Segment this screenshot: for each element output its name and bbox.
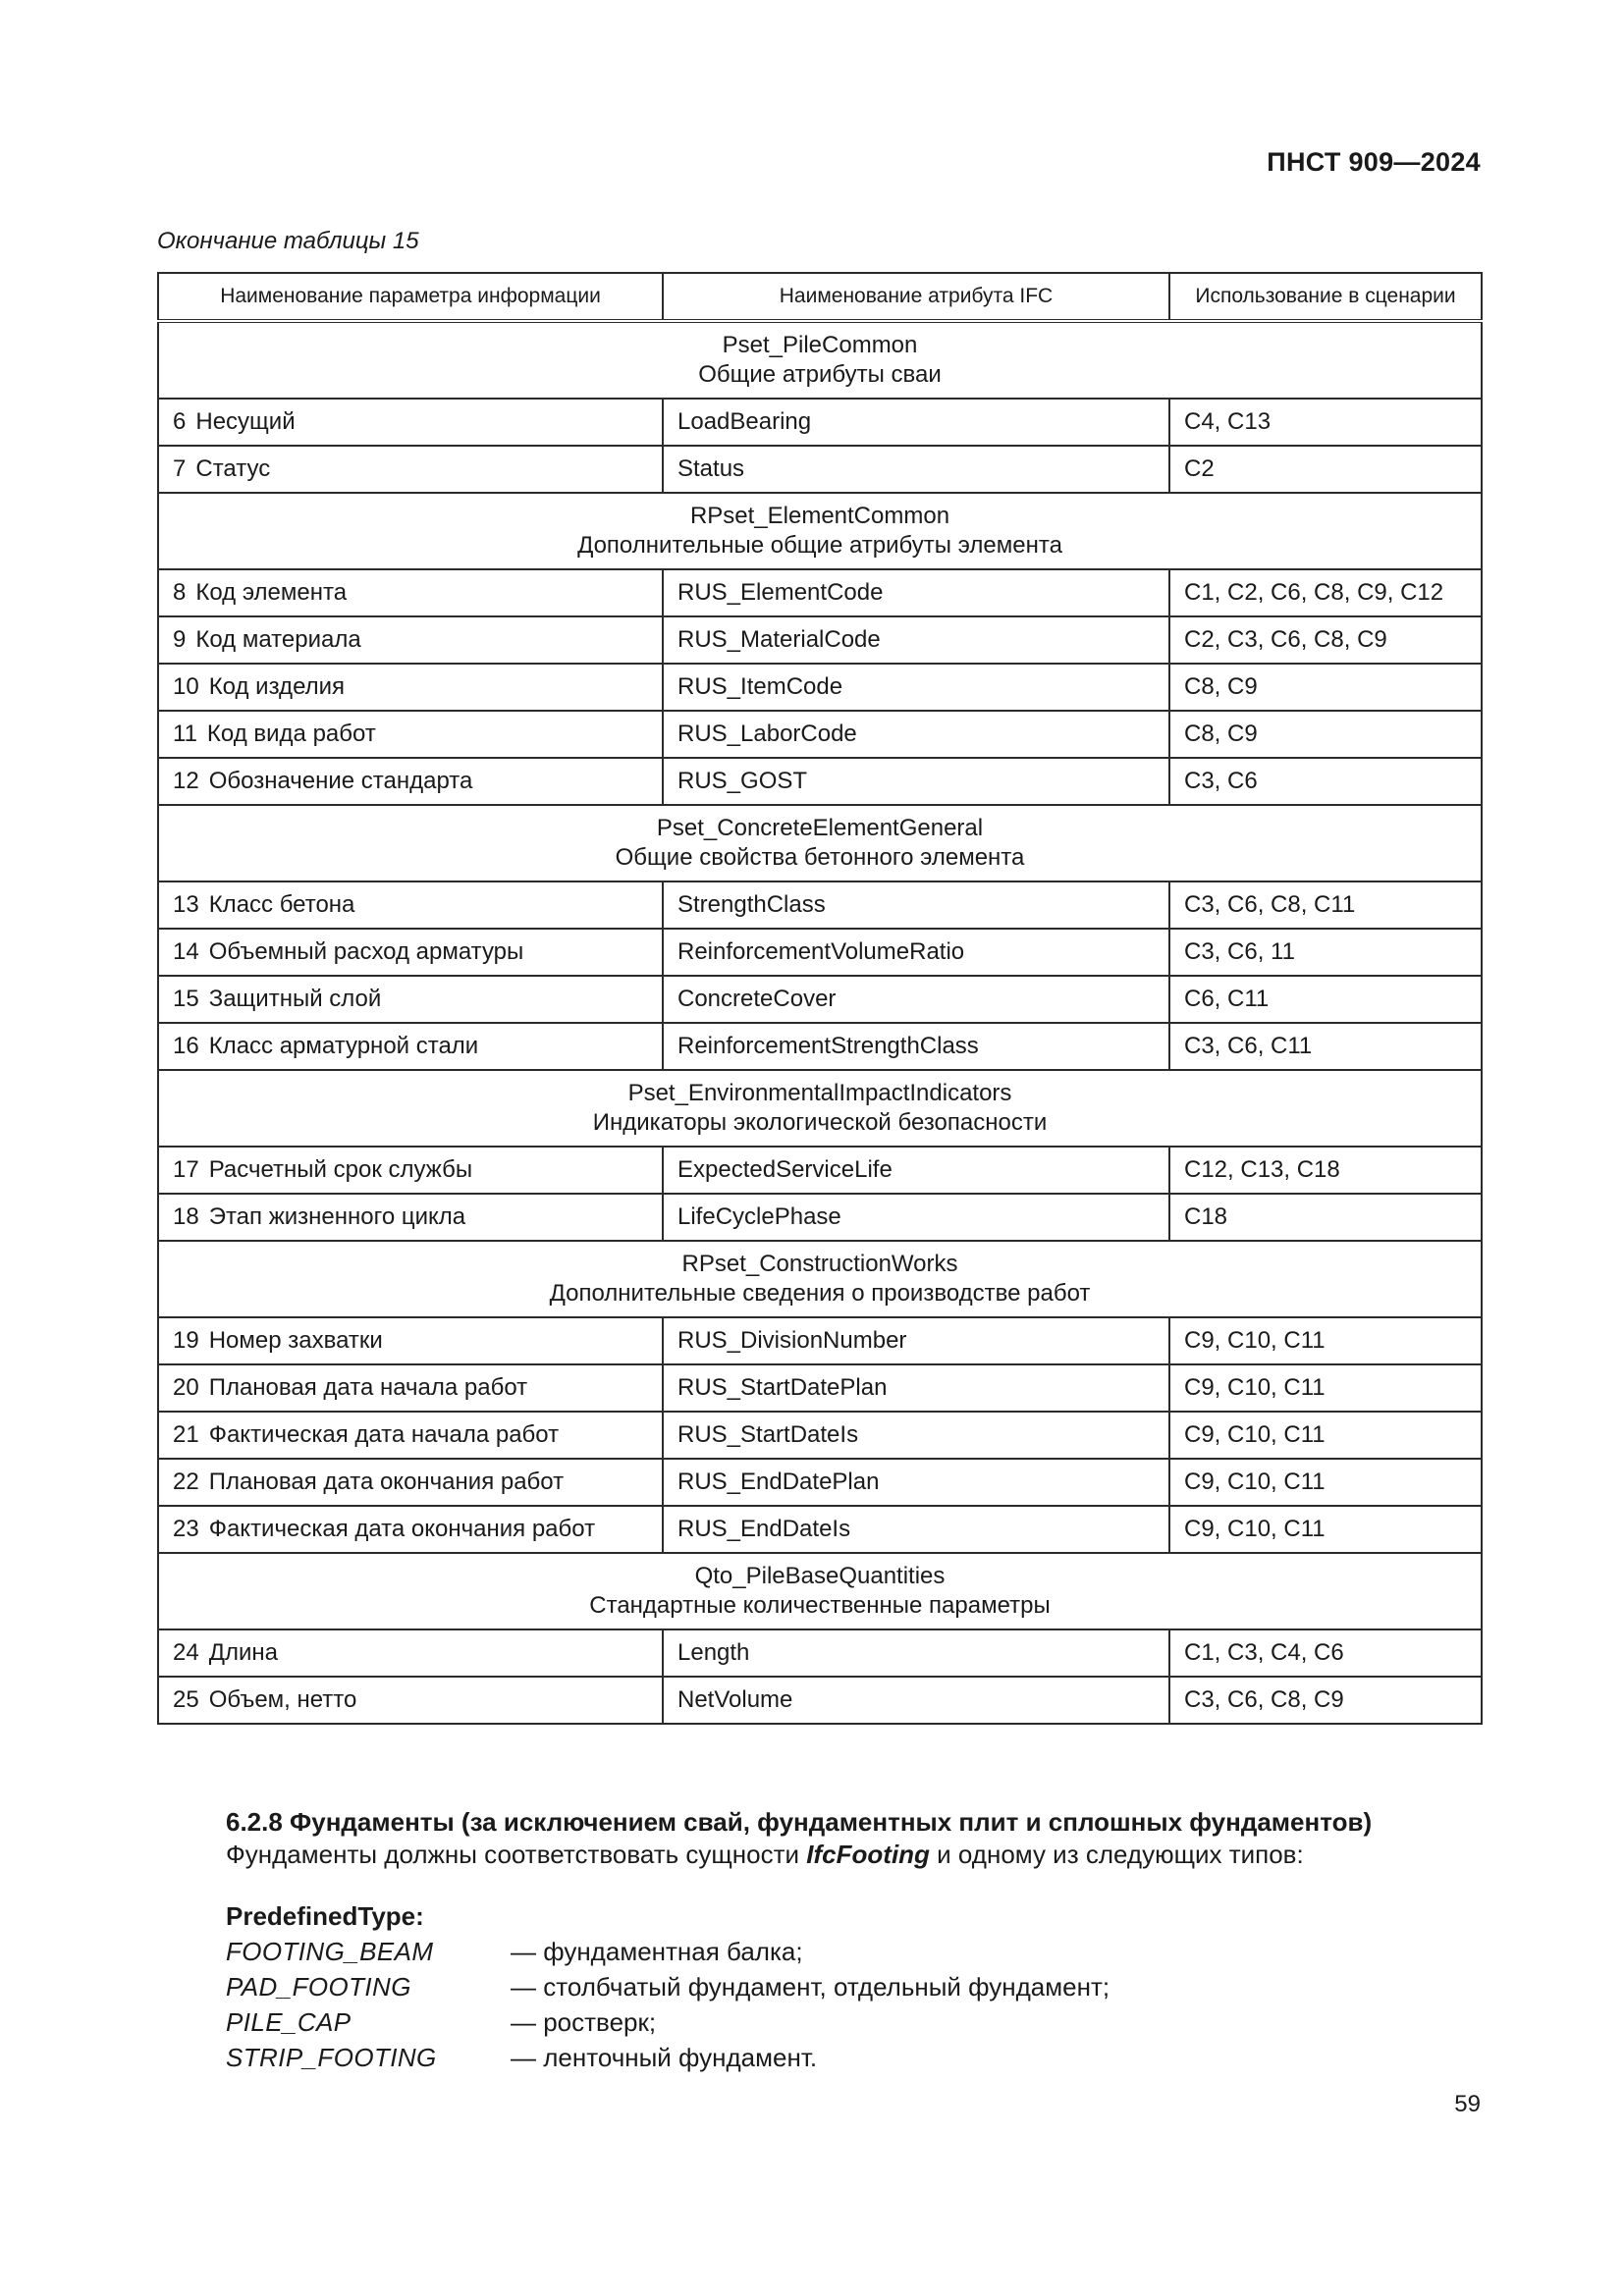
usage-cell: C1, C3, C4, C6 <box>1169 1629 1482 1677</box>
param-cell <box>158 1629 663 1677</box>
table-row <box>158 976 1482 1023</box>
row-number: 6 <box>173 408 187 435</box>
ifc-attribute-cell: RUS_StartDatePlan <box>663 1364 1169 1412</box>
param-cell <box>158 1506 663 1553</box>
param-name: Класс арматурной стали <box>208 1033 479 1059</box>
row-number: 25 <box>173 1686 199 1713</box>
row-number: 15 <box>173 986 199 1012</box>
param-name: Статус <box>195 455 271 482</box>
table-row <box>158 1194 1482 1241</box>
usage-cell: C9, C10, C11 <box>1169 1459 1482 1506</box>
predefined-type-name: PILE_CAP <box>226 2007 352 2037</box>
usage-cell: C4, C13 <box>1169 399 1482 446</box>
ifc-attribute-cell: ConcreteCover <box>663 976 1169 1023</box>
param-cell <box>158 711 663 758</box>
param-cell <box>158 1412 663 1459</box>
predefined-types <box>226 1898 1492 2075</box>
row-number: 11 <box>173 721 197 747</box>
param-cell <box>158 1364 663 1412</box>
param-name: Этап жизненного цикла <box>208 1203 466 1230</box>
table-row <box>158 711 1482 758</box>
table-row <box>158 1147 1482 1194</box>
predefined-type-desc: — ростверк; <box>511 2007 657 2037</box>
pset-name: Qto_PileBaseQuantities <box>694 1563 946 1589</box>
table-row <box>158 1412 1482 1459</box>
table-row <box>158 664 1482 711</box>
row-number: 12 <box>173 768 199 794</box>
group-cell <box>158 805 1482 881</box>
param-cell <box>158 758 663 805</box>
param-cell <box>158 929 663 976</box>
table-row <box>158 399 1482 446</box>
param-name: Несущий <box>195 408 296 435</box>
usage-cell: C9, C10, C11 <box>1169 1412 1482 1459</box>
table-group-row <box>158 1070 1482 1147</box>
usage-cell: C8, C9 <box>1169 664 1482 711</box>
table-row <box>158 1317 1482 1364</box>
ifc-attribute-cell: ReinforcementStrengthClass <box>663 1023 1169 1070</box>
ifc-attribute-cell: RUS_ItemCode <box>663 664 1169 711</box>
pset-description: Дополнительные общие атрибуты элемента <box>577 532 1062 559</box>
row-number: 17 <box>173 1156 199 1183</box>
usage-cell: C8, C9 <box>1169 711 1482 758</box>
pset-description: Стандартные количественные параметры <box>589 1592 1051 1619</box>
ifc-attribute-cell: RUS_DivisionNumber <box>663 1317 1169 1364</box>
row-number: 19 <box>173 1327 199 1354</box>
param-name: Защитный слой <box>208 986 382 1012</box>
table-row <box>158 569 1482 616</box>
param-name: Объемный расход арматуры <box>208 938 524 965</box>
section-body-text-end: и одному из следующих типов: <box>929 1840 1304 1869</box>
pset-name: Pset_PileCommon <box>722 332 918 358</box>
pset-name: RPset_ElementCommon <box>689 503 950 529</box>
ifc-attribute-cell: Status <box>663 446 1169 493</box>
usage-cell: C3, C6, C11 <box>1169 1023 1482 1070</box>
predefined-type-desc: — фундаментная балка; <box>511 1937 803 1966</box>
ifc-attribute-cell: RUS_StartDateIs <box>663 1412 1169 1459</box>
predefined-type-row <box>226 1969 1492 2004</box>
param-name: Фактическая дата окончания работ <box>208 1516 596 1542</box>
table-row <box>158 929 1482 976</box>
table-row <box>158 1364 1482 1412</box>
param-cell <box>158 881 663 929</box>
ifc-attribute-cell: StrengthClass <box>663 881 1169 929</box>
table-row <box>158 1023 1482 1070</box>
table-group-row <box>158 1241 1482 1317</box>
param-name: Обозначение стандарта <box>208 768 473 794</box>
pset-name: Pset_EnvironmentalImpactIndicators <box>627 1080 1012 1106</box>
table-group-row <box>158 321 1482 399</box>
table-caption: Окончание таблицы 15 <box>157 228 419 254</box>
section-body <box>226 1839 1492 1871</box>
pset-description: Общие атрибуты сваи <box>698 361 942 388</box>
ifc-attribute-cell: LifeCyclePhase <box>663 1194 1169 1241</box>
param-cell <box>158 446 663 493</box>
param-cell <box>158 664 663 711</box>
ifc-attribute-cell: LoadBearing <box>663 399 1169 446</box>
param-name: Номер захватки <box>208 1327 383 1354</box>
predefined-title: PredefinedType: <box>226 1901 424 1931</box>
pset-description: Индикаторы экологической безопасности <box>592 1109 1048 1136</box>
row-number: 14 <box>173 938 199 965</box>
usage-cell: C1, C2, C6, C8, C9, C12 <box>1169 569 1482 616</box>
predefined-type-row <box>226 2004 1492 2040</box>
pset-description: Общие свойства бетонного элемента <box>615 844 1025 871</box>
table-row <box>158 1459 1482 1506</box>
parameters-table <box>157 272 1483 1725</box>
usage-cell: C9, C10, C11 <box>1169 1317 1482 1364</box>
ifc-attribute-cell: Length <box>663 1629 1169 1677</box>
ifc-attribute-cell: ReinforcementVolumeRatio <box>663 929 1169 976</box>
param-name: Расчетный срок службы <box>208 1156 473 1183</box>
usage-cell: C18 <box>1169 1194 1482 1241</box>
table-row <box>158 616 1482 664</box>
usage-cell: C2 <box>1169 446 1482 493</box>
param-name: Плановая дата окончания работ <box>208 1468 565 1495</box>
predefined-type-name: FOOTING_BEAM <box>226 1937 434 1966</box>
row-number: 13 <box>173 891 199 918</box>
predefined-type-row <box>226 1934 1492 1969</box>
ifc-attribute-cell: NetVolume <box>663 1677 1169 1724</box>
param-name: Код изделия <box>208 673 346 700</box>
page-number: 59 <box>1454 2091 1481 2117</box>
usage-cell: C2, C3, C6, C8, C9 <box>1169 616 1482 664</box>
usage-cell: C6, C11 <box>1169 976 1482 1023</box>
group-cell <box>158 1553 1482 1629</box>
table-group-row <box>158 1553 1482 1629</box>
usage-cell: C3, C6 <box>1169 758 1482 805</box>
param-cell <box>158 616 663 664</box>
ifc-attribute-cell: ExpectedServiceLife <box>663 1147 1169 1194</box>
table-header-row <box>158 273 1482 321</box>
param-name: Длина <box>208 1639 278 1666</box>
predefined-type-desc: — столбчатый фундамент, отдельный фундамент; <box>511 1972 1110 2002</box>
param-cell <box>158 976 663 1023</box>
table-row <box>158 446 1482 493</box>
section-6-2-8 <box>226 1806 1492 1871</box>
ifc-attribute-cell: RUS_EndDateIs <box>663 1506 1169 1553</box>
usage-cell: C9, C10, C11 <box>1169 1506 1482 1553</box>
param-name: Плановая дата начала работ <box>208 1374 528 1401</box>
row-number: 9 <box>173 626 187 653</box>
usage-cell: C12, C13, C18 <box>1169 1147 1482 1194</box>
group-cell <box>158 1241 1482 1317</box>
param-cell <box>158 569 663 616</box>
group-cell <box>158 1070 1482 1147</box>
pset-name: Pset_ConcreteElementGeneral <box>656 815 984 841</box>
row-number: 8 <box>173 579 187 606</box>
usage-cell: C3, C6, 11 <box>1169 929 1482 976</box>
row-number: 18 <box>173 1203 199 1230</box>
row-number: 22 <box>173 1468 199 1495</box>
entity-name: IfcFooting <box>806 1840 930 1869</box>
predefined-type-desc: — ленточный фундамент. <box>511 2043 818 2072</box>
param-name: Код материала <box>195 626 361 653</box>
param-cell <box>158 1147 663 1194</box>
row-number: 23 <box>173 1516 199 1542</box>
param-cell <box>158 1023 663 1070</box>
row-number: 7 <box>173 455 187 482</box>
table-row <box>158 1506 1482 1553</box>
section-heading: 6.2.8 Фундаменты (за исключением свай, фундаментных плит и сплошных фундаментов) <box>226 1807 1373 1837</box>
row-number: 20 <box>173 1374 199 1401</box>
group-cell <box>158 493 1482 569</box>
param-cell <box>158 1194 663 1241</box>
param-cell <box>158 1317 663 1364</box>
group-cell <box>158 321 1482 399</box>
param-name: Объем, нетто <box>208 1686 357 1713</box>
ifc-attribute-cell: RUS_EndDatePlan <box>663 1459 1169 1506</box>
predefined-type-name: STRIP_FOOTING <box>226 2043 437 2072</box>
table-row <box>158 758 1482 805</box>
section-body-text: Фундаменты должны соответствовать сущности <box>226 1840 807 1869</box>
document-id: ПНСТ 909—2024 <box>1267 147 1481 177</box>
param-cell <box>158 1677 663 1724</box>
param-name: Класс бетона <box>208 891 355 918</box>
usage-cell: C3, C6, C8, C11 <box>1169 881 1482 929</box>
usage-cell: C3, C6, C8, C9 <box>1169 1677 1482 1724</box>
pset-description: Дополнительные сведения о производстве работ <box>549 1280 1091 1307</box>
table-row <box>158 1677 1482 1724</box>
table-body <box>158 321 1482 1724</box>
param-name: Код элемента <box>195 579 348 606</box>
ifc-attribute-cell: RUS_ElementCode <box>663 569 1169 616</box>
table-group-row <box>158 805 1482 881</box>
row-number: 24 <box>173 1639 199 1666</box>
row-number: 16 <box>173 1033 199 1059</box>
param-cell <box>158 399 663 446</box>
predefined-type-name: PAD_FOOTING <box>226 1972 411 2002</box>
column-header-usage: Использование в сценарии <box>1169 273 1482 321</box>
param-name: Код вида работ <box>206 721 376 747</box>
pset-name: RPset_ConstructionWorks <box>681 1251 958 1277</box>
usage-cell: C9, C10, C11 <box>1169 1364 1482 1412</box>
ifc-attribute-cell: RUS_GOST <box>663 758 1169 805</box>
column-header-param: Наименование параметра информации <box>158 273 663 321</box>
row-number: 21 <box>173 1421 199 1448</box>
row-number: 10 <box>173 673 199 700</box>
column-header-attr: Наименование атрибута IFC <box>663 273 1169 321</box>
ifc-attribute-cell: RUS_MaterialCode <box>663 616 1169 664</box>
predefined-type-row <box>226 2040 1492 2075</box>
ifc-attribute-cell: RUS_LaborCode <box>663 711 1169 758</box>
table-group-row <box>158 493 1482 569</box>
param-name: Фактическая дата начала работ <box>208 1421 560 1448</box>
table-row <box>158 881 1482 929</box>
table-row <box>158 1629 1482 1677</box>
param-cell <box>158 1459 663 1506</box>
